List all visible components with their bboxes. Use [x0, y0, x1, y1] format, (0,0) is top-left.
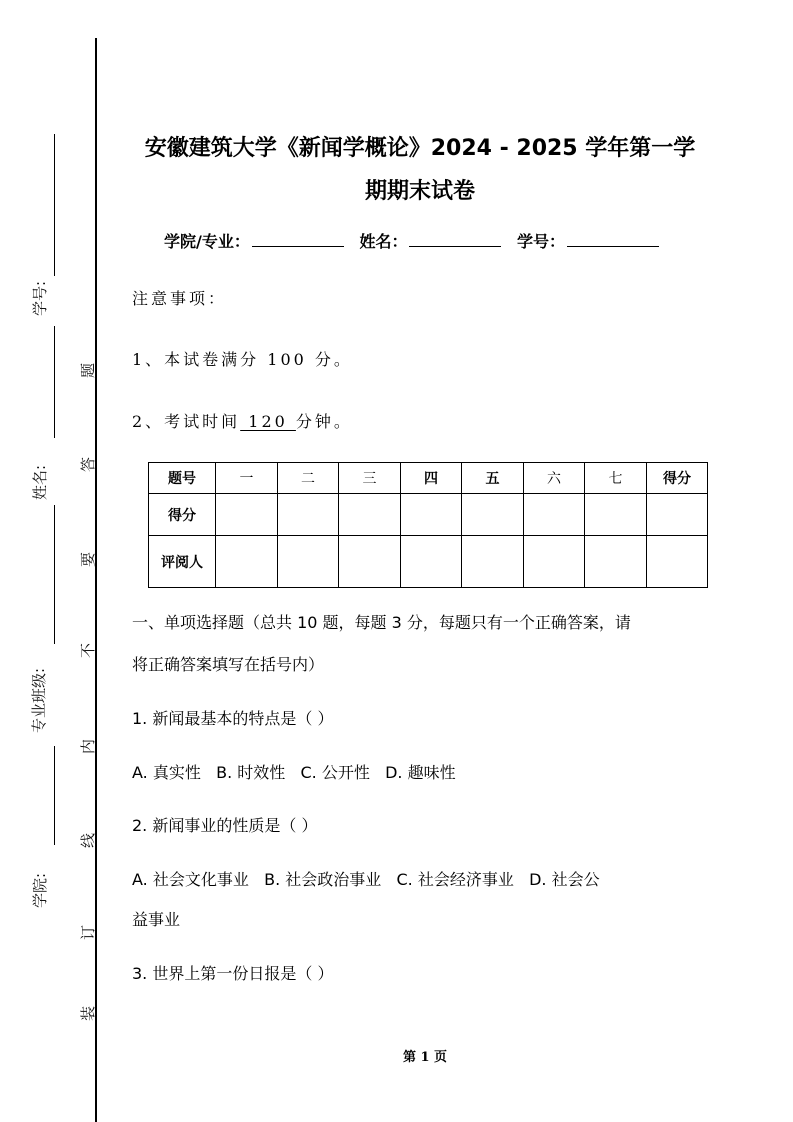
- header-cell: 题号: [149, 463, 216, 494]
- notice-heading: 注意事项：: [132, 289, 228, 308]
- seal-char: 要: [79, 551, 98, 568]
- question-2-stem: 2. 新闻事业的性质是（ ）: [132, 816, 318, 835]
- binding-line: [95, 38, 97, 1122]
- college-major-field[interactable]: [252, 230, 344, 247]
- notice-item-2-suffix: 分钟。: [295, 412, 353, 431]
- page-number: 第 1 页: [402, 1050, 448, 1065]
- student-id-label: 学号：: [517, 232, 566, 251]
- reviewer-cell[interactable]: [401, 536, 462, 588]
- reviewer-cell[interactable]: [216, 536, 278, 588]
- name-field[interactable]: [409, 230, 501, 247]
- question-2-options-line1: A. 社会文化事业 B. 社会政治事业 C. 社会经济事业 D. 社会公: [132, 870, 600, 889]
- score-cell[interactable]: [524, 494, 585, 536]
- student-info-row: [164, 229, 659, 252]
- seal-char: 内: [79, 738, 98, 755]
- header-cell: 二: [278, 463, 339, 494]
- gutter-line-name: [54, 326, 55, 438]
- section-1-heading-line2: 将正确答案填写在括号内）: [132, 655, 325, 674]
- header-cell: 四: [401, 463, 462, 494]
- header-cell: 五: [462, 463, 524, 494]
- reviewer-cell[interactable]: [524, 536, 585, 588]
- reviewer-row: [149, 536, 708, 588]
- seal-char: 题: [79, 362, 98, 379]
- question-3-stem: 3. 世界上第一份日报是（ ）: [132, 964, 334, 983]
- row-label: 得分: [149, 494, 216, 536]
- question-2-options-line2: 益事业: [132, 910, 181, 929]
- reviewer-cell[interactable]: [585, 536, 647, 588]
- exam-title-line1: 安徽建筑大学《新闻学概论》2024 - 2025 学年第一学: [144, 136, 696, 161]
- score-cell[interactable]: [462, 494, 524, 536]
- gutter-major-class-label: 专业班级:: [30, 667, 49, 734]
- header-cell: 七: [585, 463, 647, 494]
- score-cell[interactable]: [278, 494, 339, 536]
- seal-char: 答: [79, 456, 98, 473]
- gutter-line-major-class: [54, 505, 55, 644]
- exam-duration-value: 120: [240, 412, 296, 431]
- question-1-stem: 1. 新闻最基本的特点是（ ）: [132, 709, 334, 728]
- header-cell: 一: [216, 463, 278, 494]
- header-cell: 三: [339, 463, 401, 494]
- notice-item-2-prefix: 2、考试时间: [132, 412, 241, 431]
- score-table-header-row: [149, 463, 708, 494]
- header-cell: 得分: [647, 463, 708, 494]
- notice-item-2: [132, 409, 353, 432]
- seal-char: 不: [79, 642, 98, 659]
- notice-item-1: 1、本试卷满分 100 分。: [132, 350, 353, 369]
- reviewer-cell[interactable]: [462, 536, 524, 588]
- gutter-line-college: [54, 746, 55, 845]
- student-id-field[interactable]: [567, 230, 659, 247]
- exam-title-line2: 期期末试卷: [364, 179, 475, 204]
- gutter-college-label: 学院:: [31, 872, 50, 909]
- header-cell: 六: [524, 463, 585, 494]
- name-label: 姓名：: [359, 232, 408, 251]
- score-table: [148, 462, 708, 588]
- gutter-student-id-label: 学号:: [31, 280, 50, 317]
- seal-char: 订: [79, 924, 98, 941]
- score-cell[interactable]: [216, 494, 278, 536]
- question-1-options: A. 真实性 B. 时效性 C. 公开性 D. 趣味性: [132, 763, 456, 782]
- score-cell[interactable]: [401, 494, 462, 536]
- section-1-heading-line1: 一、单项选择题（总共 10 题，每题 3 分，每题只有一个正确答案，请: [132, 613, 631, 632]
- score-row: [149, 494, 708, 536]
- reviewer-cell[interactable]: [339, 536, 401, 588]
- gutter-name-label: 姓名:: [31, 464, 50, 501]
- gutter-line-student-id: [54, 134, 55, 276]
- score-cell[interactable]: [647, 494, 708, 536]
- reviewer-cell[interactable]: [278, 536, 339, 588]
- college-major-label: 学院/专业：: [164, 232, 250, 251]
- seal-char: 装: [79, 1005, 98, 1022]
- row-label: 评阅人: [149, 536, 216, 588]
- score-cell[interactable]: [585, 494, 647, 536]
- score-cell[interactable]: [339, 494, 401, 536]
- seal-char: 线: [79, 832, 98, 849]
- reviewer-cell[interactable]: [647, 536, 708, 588]
